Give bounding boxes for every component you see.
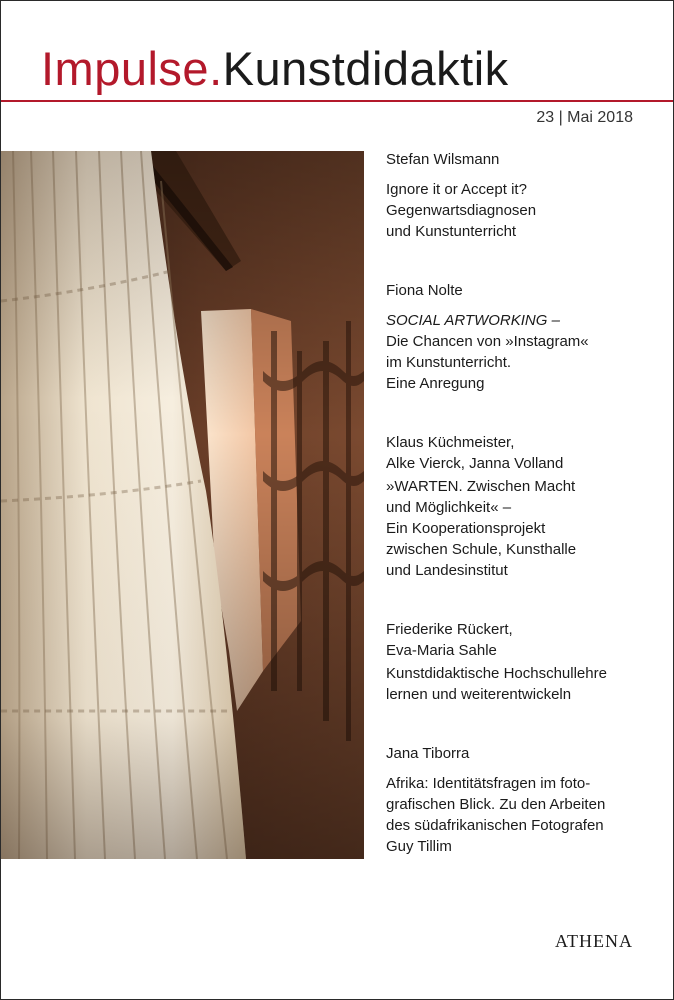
issue-number-date: 23 | Mai 2018 xyxy=(536,109,633,126)
cover-photo-curtain xyxy=(1,151,364,859)
title-rule xyxy=(1,100,673,102)
title-line: Ignore it or Accept it? xyxy=(386,181,527,198)
title-line: und Möglichkeit« – xyxy=(386,499,512,516)
toc-entry xyxy=(386,619,661,705)
title-line: Kunstdidaktische Hochschullehre xyxy=(386,665,607,682)
title-line: zwischen Schule, Kunsthalle xyxy=(386,541,577,558)
title-line: grafischen Blick. Zu den Arbeiten xyxy=(386,796,606,813)
toc-author xyxy=(386,432,661,474)
toc-article-title xyxy=(386,476,661,581)
title-line: Eine Anregung xyxy=(386,375,485,392)
toc-article-title xyxy=(386,310,661,394)
title-line: Afrika: Identitätsfragen im foto- xyxy=(386,775,591,792)
journal-title xyxy=(41,41,509,97)
toc-author xyxy=(386,280,661,301)
title-line: Ein Kooperationsprojekt xyxy=(386,520,546,537)
table-of-contents xyxy=(386,149,661,857)
toc-article-title xyxy=(386,773,661,857)
author-line: Friederike Rückert, xyxy=(386,621,513,638)
toc-entry xyxy=(386,149,661,242)
title-line: im Kunstunterricht. xyxy=(386,354,512,371)
author-line: Stefan Wilsmann xyxy=(386,151,500,168)
journal-title-kunstdidaktik: Kunstdidaktik xyxy=(222,42,509,95)
toc-author xyxy=(386,149,661,170)
toc-entry xyxy=(386,280,661,394)
title-line: lernen und weiterentwickeln xyxy=(386,686,572,703)
toc-entry xyxy=(386,743,661,857)
publisher-name: ATHENA xyxy=(555,931,633,951)
title-line: und Kunstunterricht xyxy=(386,223,517,240)
title-line: des südafrikanischen Fotografen xyxy=(386,817,604,834)
toc-author xyxy=(386,619,661,661)
journal-title-impulse: Impulse. xyxy=(41,42,223,95)
author-line: Alke Vierck, Janna Volland xyxy=(386,455,564,472)
title-line: Die Chancen von »Instagram« xyxy=(386,333,589,350)
author-line: Jana Tiborra xyxy=(386,745,470,762)
toc-article-title xyxy=(386,663,661,705)
author-line: Fiona Nolte xyxy=(386,282,463,299)
title-line: »WARTEN. Zwischen Macht xyxy=(386,478,576,495)
author-line: Klaus Küchmeister, xyxy=(386,434,515,451)
title-line: Gegenwartsdiagnosen xyxy=(386,202,537,219)
toc-article-title xyxy=(386,179,661,242)
title-line: und Landesinstitut xyxy=(386,562,508,579)
toc-entry xyxy=(386,432,661,581)
author-line: Eva-Maria Sahle xyxy=(386,642,497,659)
title-line: Guy Tillim xyxy=(386,838,452,855)
toc-author xyxy=(386,743,661,764)
title-line-italic: SOCIAL ARTWORKING – xyxy=(386,312,560,329)
